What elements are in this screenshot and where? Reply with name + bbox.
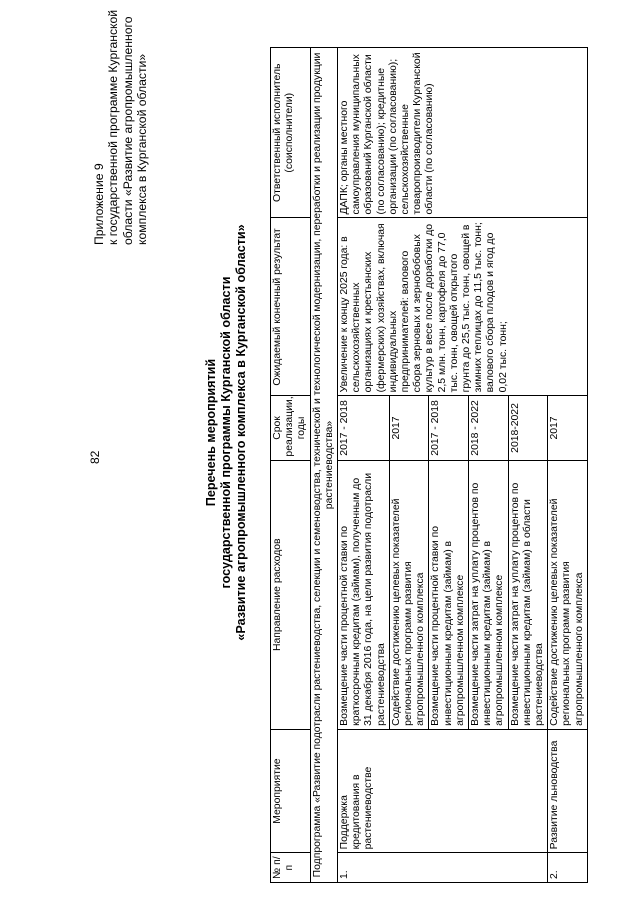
table-row: [338, 48, 390, 883]
measure-cell: Поддержка кредитования в растениеводстве: [338, 729, 548, 853]
appendix-line: комплекса в Курганской области»: [134, 53, 149, 245]
direction-cell: Возмещение части затрат на уплату процентов по инвестиционным кредитам (займам) в области растениеводства: [508, 460, 548, 729]
title-line: Перечень мероприятий: [204, 358, 218, 507]
header-cell-executor: Ответственный исполнитель (соисполнители): [271, 48, 311, 219]
result-cell: Увеличение к концу 2025 года: в сельскохозяйственных организациях и крестьянских (фермерских) хозяйствах, включая индивидуальных предпринимателей: валового сбора зерновых и зернобобовых культур в весе после доработки до 2,5 млн. тонн, картофеля до 77,0 тыс. тонн, овощей открытого грунта до 25,5 тыс. тонн, овощей в зимних теплицах до 11,5 тыс. тонн; валового сбора плодов и ягод до 0,02 тыс. тонн;: [338, 218, 588, 396]
document-title: [204, 0, 249, 885]
title-line: государственной программы Курганской области: [219, 276, 233, 589]
direction-cell: Возмещение части процентной ставки по инвестиционным кредитам (займам) в агропромышленном комплексе: [429, 460, 469, 729]
measures-table: [270, 47, 588, 883]
appendix-line: к государственной программе Курганской: [106, 9, 121, 245]
direction-cell: Содействие достижению целевых показателей региональных программ развития агропромышленного комплекса: [389, 460, 429, 729]
measure-cell: Развитие льноводства: [548, 729, 588, 853]
appendix-line: Приложение 9: [92, 163, 106, 245]
term-cell: 2017: [548, 396, 588, 460]
term-cell: 2017 - 2018: [429, 396, 469, 460]
term-cell: 2018 - 2022: [469, 396, 509, 460]
table-header-row: [271, 48, 311, 883]
direction-cell: Возмещение части процентной ставки по краткосрочным кредитам (займам), полученным до 31 декабря 2016 года, на цели развития подотрасли растениеводства: [338, 460, 390, 729]
subprogram-row: [310, 48, 337, 883]
term-cell: 2018-2022: [508, 396, 548, 460]
appendix-note: [92, 5, 149, 245]
title-line: «Развитие агропромышленного комплекса в Курганской области»: [234, 224, 248, 641]
appendix-line: области «Развитие агропромышленного: [120, 16, 135, 245]
subprogram-title: Подпрограмма «Развитие подотрасли растениеводства, селекции и семеноводства, технической и технологической модернизации, переработки и реализации продукции растениеводства»: [310, 48, 337, 883]
page-number: 82: [88, 450, 102, 464]
term-cell: 2017: [389, 396, 429, 460]
header-cell-measure: Мероприятие: [271, 729, 311, 853]
executor-cell: ДАПК; органы местного самоуправления муниципальных образований Курганской области (по согласованию); кредитные организации (по согласованию); сельскохозяйственные товаропроизводители Курганской области (по согласованию): [338, 48, 588, 219]
direction-cell: Содействие достижению целевых показателей региональных программ развития агропромышленного комплекса: [548, 460, 588, 729]
term-cell: 2017 - 2018: [338, 396, 390, 460]
header-cell-num: № п/п: [271, 853, 311, 883]
row-number: 1.: [338, 853, 548, 883]
row-number: 2.: [548, 853, 588, 883]
header-cell-result: Ожидаемый конечный результат: [271, 218, 311, 396]
direction-cell: Возмещение части затрат на уплату процентов по инвестиционным кредитам (займам) в агропромышленном комплексе: [469, 460, 509, 729]
header-cell-term: Срок реализации, годы: [271, 396, 311, 460]
header-cell-direction: Направление расходов: [271, 460, 311, 729]
